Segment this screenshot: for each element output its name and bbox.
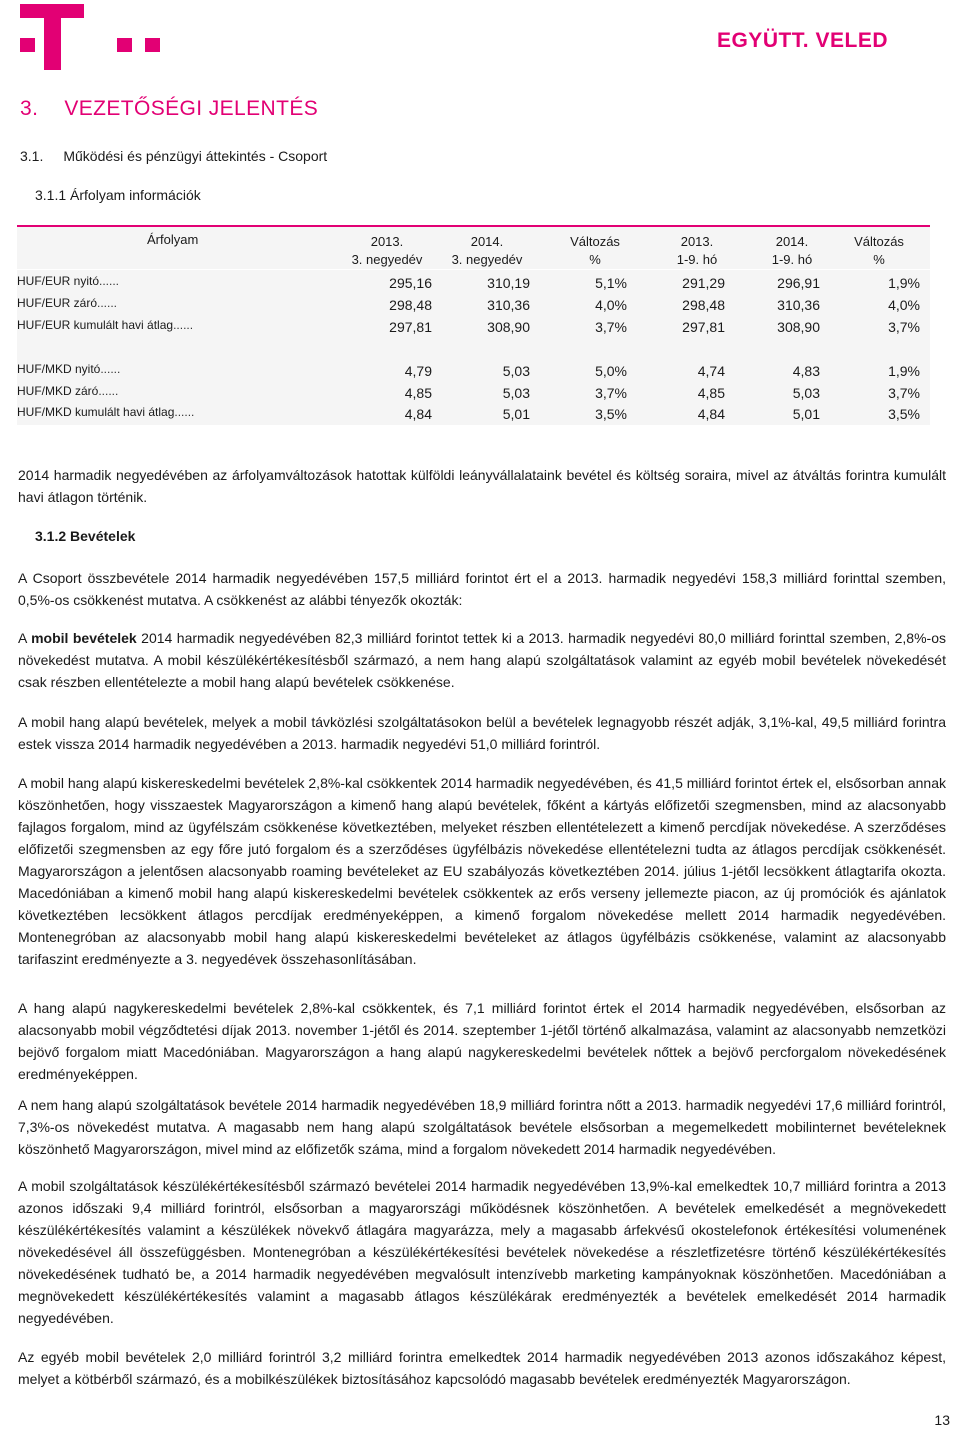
section-heading [20,97,318,121]
column-header-line2: 1-9. hó [676,252,718,267]
subsection-312-heading: 3.1.2 Bevételek [35,528,136,544]
table-cell: 296,91 [777,275,820,291]
paragraph-other-mobile: Az egyéb mobil bevételek 2,0 milliárd forintról 3,2 milliárd forintra emelkedtek 2014 harmadik negyedévében 2013 azonos időszakához képest, melyet a kötbérből származó, és a mobilkészülékek biztosításához kapcsolódó magasabb bevételek eredményezték Magyarországon. [18,1349,946,1387]
table-cell: 3,5% [595,406,627,422]
table-cell: 5,03 [792,385,820,401]
table-cell: 1,9% [888,275,920,291]
row-label: HUF/EUR nyitó...... [17,274,120,288]
row-label: HUF/MKD nyitó...... [17,362,121,376]
column-header [839,233,919,269]
table-cell: 4,85 [404,385,432,401]
logo-dot-left [20,38,35,52]
table-cell: 308,90 [777,319,820,335]
table-row [17,316,930,338]
table-cell: 5,1% [595,275,627,291]
table-cell: 297,81 [682,319,725,335]
table-cell: 4,84 [404,406,432,422]
table-cell: 5,0% [595,363,627,379]
logo-dot-mid [117,38,132,52]
column-header-line2: 3. negyedév [451,252,523,267]
column-header [657,233,737,269]
table-cell: 310,36 [777,297,820,313]
table-cell: 5,01 [502,406,530,422]
column-header-line1: Változás [854,234,904,249]
paragraph-voice-revenue: A mobil hang alapú bevételek, melyek a mobil távközlési szolgáltatásokon belül a bevételek legnagyobb részét adják, 3,1%-kal, 49,5 milliárd forintra estek vissza 2014 harmadik negyedévében a 2013. harmadik negyedévi 51,0 milliárd forintról. [18,714,946,752]
column-header-line2: % [873,252,885,267]
paragraph-retail-voice: A mobil hang alapú kiskereskedelmi bevételek 2,8%-kal csökkentek 2014 harmadik negyedévében, és 41,5 milliárd forintot értek el, elsősorban annak köszönhetően, hogy visszaestek Magyarországon a kimenő hang alapú bevételek, főként a kártyás előfizetői szegmensben, mind az alacsonyabb fajlagos forgalom, mind az ügyfélszám csökkenése következtében, melyeket részben ellentételezett a kimenő percdíjak növekedése. A szerződéses előfizetői szegmensben az egy főre jutó forgalom és a szerződéses ügyfélbázis növekedése ellentételezni tudta az átlagos percdíjak csökkenését. Magyarországon a jelentősen alacsonyabb roaming bevételeket az EU szabályozás következtében 2014. július 1-jétől lecsökkent átlagtarifa okozta. Macedóniában a kimenő mobil hang alapú kiskereskedelmi bevételek csökkentek az erős verseny jellemezte piacon, az új promóciók és ajánlatok következtében lecsökkent átlagos percdíjak eredményeképpen, a kimenő forgalom növekedése mellett 2014 harmadik negyedévében. Montenegróban az alacsonyabb mobil hang alapú kiskereskedelmi bevételeket az átlagos ügyfélbázis csökkenése, valamint az alacsonyabb tarifaszint eredményezte a 3. negyedévek összehasonlításában. [18,775,946,967]
table-cell: 5,01 [792,406,820,422]
paragraph-non-voice: A nem hang alapú szolgáltatások bevétele 2014 harmadik negyedévében 18,9 milliárd forintra nőtt a 2013. harmadik negyedévi 17,6 milliárd forintról, 7,3%-os növekedést mutatva. A magasabb nem hang alapú szolgáltatások bevétele elsősorban a megemelkedett mobilinternet bevételeknek köszönhető Magyarországon, mivel mind az előfizetők száma, mind a forgalom növekedett 2014 harmadik negyedévében. [18,1097,946,1157]
column-header-line2: % [589,252,601,267]
table-cell: 308,90 [487,319,530,335]
subsubsection-heading: 3.1.1 Árfolyam információk [35,187,201,203]
subsection-heading [20,148,327,164]
logo-t-stem [44,4,61,70]
table-row [17,382,930,404]
subsection-title: Működési és pénzügyi áttekintés - Csoport [63,148,328,164]
mobile-revenue-term: mobil bevételek [31,630,137,646]
table-header [17,227,930,270]
column-header-line1: 2013. [370,234,404,249]
intro-paragraph: 2014 harmadik negyedévében az árfolyamváltozások hatottak külföldi leányvállalataink bevétel és költség soraira, mivel az átváltás forintra kumulált havi átlagon történik. [18,467,946,505]
table-cell: 1,9% [888,363,920,379]
paragraph-mobile-revenue: A mobil bevételek 2014 harmadik negyedévében 82,3 milliárd forintot tettek ki a 2013. harmadik negyedévi 80,0 milliárd forinttal szemben, 2,8%-os növekedést mutatva. A mobil készülékértékesítésből származó, a nem hang alapú szolgáltatások valamint az egyéb mobil bevételek növekedését csak részben ellentételezte a mobil hang alapú bevételek csökkenése. [18,630,946,690]
table-cell: 3,7% [595,385,627,401]
page-number: 13 [934,1412,950,1428]
column-header [752,233,832,269]
table-cell: 3,7% [595,319,627,335]
table-cell: 310,36 [487,297,530,313]
table-cell: 310,19 [487,275,530,291]
table-cell: 4,83 [792,363,820,379]
section-number: 3. [20,97,39,120]
table-row [17,403,930,425]
table-cell: 297,81 [389,319,432,335]
section-title: VEZETŐSÉGI JELENTÉS [64,97,319,120]
table-cell: 298,48 [682,297,725,313]
table-cell: 291,29 [682,275,725,291]
table-row [17,360,930,382]
table-cell: 3,5% [888,406,920,422]
row-label: HUF/MKD kumulált havi átlag...... [17,405,195,419]
table-cell: 298,48 [389,297,432,313]
subsection-number: 3.1. [20,148,44,164]
column-header [442,233,532,269]
logo-dot-right [145,38,160,52]
column-header-line1: 2014. [470,234,504,249]
brand-slogan: EGYÜTT. VELED [716,29,888,52]
row-label: HUF/EUR záró...... [17,296,118,310]
table-cell: 4,0% [595,297,627,313]
table-cell: 295,16 [389,275,432,291]
paragraph-total-revenue: A Csoport összbevétele 2014 harmadik negyedévében 157,5 milliárd forintot ért el a 2013. harmadik negyedévi 158,3 milliárd forinttal szemben, 0,5%-os csökkenést mutatva. A csökkenést az alábbi tényezők okozták: [18,570,946,608]
table-cell: 4,85 [697,385,725,401]
table-cell: 4,74 [697,363,725,379]
row-label: HUF/EUR kumulált havi átlag...... [17,318,194,332]
exchange-rate-table [17,225,930,425]
table-cell: 5,03 [502,385,530,401]
column-header [555,233,635,269]
table-row [17,294,930,316]
table-cell: 4,84 [697,406,725,422]
column-header-line1: Változás [570,234,620,249]
column-header-line1: 2013. [680,234,714,249]
column-header-line2: 3. negyedév [351,252,423,267]
row-label: HUF/MKD záró...... [17,384,119,398]
table-cell: 5,03 [502,363,530,379]
column-header [342,233,432,269]
column-header-line2: 1-9. hó [771,252,813,267]
table-cell: 3,7% [888,319,920,335]
table-row [17,272,930,294]
table-cell: 3,7% [888,385,920,401]
column-header-line1: 2014. [775,234,809,249]
paragraph-equipment: A mobil szolgáltatások készülékértékesítésből származó bevételei 2014 harmadik negyedévében 13,9%-kal emelkedtek 10,7 milliárd forintra a 2013 azonos időszaki 9,4 milliárd forintról, elsősorban a magyarországi működésnek köszönhetően. A bevételek emelkedését a megnövekedett készülékértékesítés valamint a készülékek növekvő átlagára magyarázza, mely a magasabb árfekvésű okostelefonok értékesítési volumenének növekedésével áll összefüggésben. Montenegróban a készülékértékesítési bevételek növekedése a részletfizetésre történő készülékértékesítés növekedésének tudható be, a 2014 harmadik negyedévében megvalósult intenzívebb marketing kampányoknak köszönhetően. Macedóniában a megnövekedett készülékértékesítés valamint a magasabb átlagos készülékárak eredményezték a bevételek emelkedését 2014 harmadik negyedévében. [18,1178,946,1326]
table-header-label: Árfolyam [147,232,199,247]
table-cell: 4,0% [888,297,920,313]
table-cell: 4,79 [404,363,432,379]
paragraph-wholesale-voice: A hang alapú nagykereskedelmi bevételek 2,8%-kal csökkentek, és 7,1 milliárd forintot értek el 2014 harmadik negyedévében, elsősorban az alacsonyabb mobil végződtetési díjak 2013. november 1-jétől és 2014. szeptember 1-jétől történő alkalmazása, valamint az alacsonyabb nemzetközi bejövő forgalom miatt Macedóniában. Magyarországon a hang alapú nagykereskedelmi bevételek nőttek a bejövő percforgalom növekedésének eredményeképpen. [18,1000,946,1082]
telekom-t-logo-icon [20,4,160,70]
